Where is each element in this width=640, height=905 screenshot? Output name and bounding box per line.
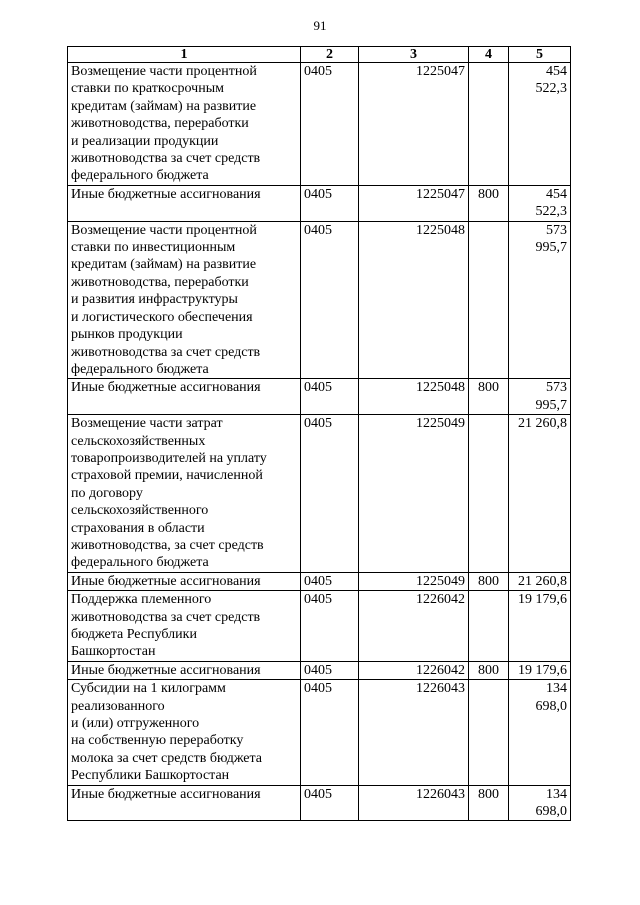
expense-name-line: Поддержка племенного (71, 592, 212, 608)
section-code-cell: 0405 (301, 591, 359, 662)
expense-name-line: животноводства за счет средств (71, 151, 261, 167)
table-row (68, 572, 571, 590)
section-code-cell: 0405 (301, 680, 359, 785)
expense-name-cell (68, 680, 301, 785)
expense-name-line: на собственную переработку (71, 733, 244, 749)
section-code-cell: 0405 (301, 785, 359, 821)
amount-cell: 134 698,0 (509, 785, 571, 821)
expense-name-line: федерального бюджета (71, 168, 209, 184)
expense-name-line: животноводства за счет средств (71, 344, 261, 360)
expense-name-cell (68, 661, 301, 679)
page-number: 91 (313, 18, 327, 33)
expense-type-cell: 800 (469, 785, 509, 821)
expense-name-line: сельскохозяйственного (71, 503, 209, 519)
expense-name-line: по договору (71, 485, 143, 501)
expense-name-line: федерального бюджета (71, 361, 209, 377)
expense-name-line: кредитам (займам) на развитие (71, 98, 257, 114)
expense-name-line: и развития инфраструктуры (71, 292, 238, 308)
expense-name-line: ставки по инвестиционным (71, 240, 236, 256)
column-header-4: 4 (469, 47, 509, 63)
expense-name-line: кредитам (займам) на развитие (71, 257, 257, 273)
expense-name-line: Субсидии на 1 килограмм (71, 681, 226, 697)
target-code-cell: 1225048 (359, 221, 469, 379)
table-body (68, 63, 571, 821)
expense-name-line: Иные бюджетные ассигнования (71, 662, 261, 678)
expense-name-cell (68, 185, 301, 221)
expense-name-line: животноводства, переработки (71, 116, 249, 132)
expense-type-cell: 800 (469, 379, 509, 415)
expense-name-line: Возмещение части процентной (71, 64, 257, 79)
target-code-cell: 1226042 (359, 661, 469, 679)
expense-name-line: рынков продукции (71, 327, 183, 343)
amount-cell: 573 995,7 (509, 221, 571, 379)
target-code-cell: 1225049 (359, 415, 469, 573)
section-code-cell: 0405 (301, 185, 359, 221)
expense-name-cell (68, 63, 301, 186)
expense-name-line: животноводства, за счет средств (71, 537, 264, 553)
section-code-cell: 0405 (301, 221, 359, 379)
expense-name-line: и реализации продукции (71, 133, 219, 149)
expense-name-line: бюджета Республики (71, 627, 197, 642)
expense-name-cell (68, 415, 301, 573)
table-row (68, 379, 571, 415)
expense-name-line: Башкортостан (71, 644, 156, 660)
expense-type-cell (469, 221, 509, 379)
column-header-2: 2 (301, 47, 359, 63)
section-code-cell: 0405 (301, 572, 359, 590)
target-code-cell: 1225048 (359, 379, 469, 415)
expense-name-line: и (или) отгруженного (71, 716, 200, 732)
table-header-row (68, 47, 571, 63)
expense-name-cell (68, 379, 301, 415)
expense-type-cell (469, 680, 509, 785)
expense-type-cell (469, 415, 509, 573)
amount-cell: 454 522,3 (509, 63, 571, 186)
amount-cell: 19 179,6 (509, 661, 571, 679)
expense-name-line: и логистического обеспечения (71, 309, 253, 325)
section-code-cell: 0405 (301, 415, 359, 573)
target-code-cell: 1225049 (359, 572, 469, 590)
expense-name-cell (68, 591, 301, 662)
column-header-1: 1 (68, 47, 301, 63)
expense-name-line: реализованного (71, 698, 165, 714)
expense-name-line: Возмещение части затрат (71, 416, 223, 432)
table-row (68, 63, 571, 186)
target-code-cell: 1226042 (359, 591, 469, 662)
table-row (68, 661, 571, 679)
expense-name-line: Возмещение части процентной (71, 222, 257, 238)
target-code-cell: 1225047 (359, 185, 469, 221)
table-row (68, 415, 571, 573)
expense-type-cell: 800 (469, 661, 509, 679)
target-code-cell: 1225047 (359, 63, 469, 186)
expense-name-cell (68, 572, 301, 590)
expense-type-cell (469, 591, 509, 662)
table-row (68, 185, 571, 221)
target-code-cell: 1226043 (359, 785, 469, 821)
table-row (68, 221, 571, 379)
expense-name-line: страхования в области (71, 520, 205, 536)
budget-table (67, 46, 571, 821)
expense-name-line: Иные бюджетные ассигнования (71, 786, 261, 802)
expense-name-line: Иные бюджетные ассигнования (71, 186, 261, 202)
expense-name-cell (68, 221, 301, 379)
expense-name-line: Иные бюджетные ассигнования (71, 380, 261, 396)
column-header-5: 5 (509, 47, 571, 63)
table-row (68, 591, 571, 662)
amount-cell: 573 995,7 (509, 379, 571, 415)
column-header-3: 3 (359, 47, 469, 63)
expense-name-line: сельскохозяйственных (71, 433, 206, 449)
section-code-cell: 0405 (301, 661, 359, 679)
expense-name-line: молока за счет средств бюджета (71, 750, 263, 766)
expense-type-cell: 800 (469, 572, 509, 590)
table-row (68, 785, 571, 821)
expense-name-line: Иные бюджетные ассигнования (71, 573, 261, 589)
section-code-cell: 0405 (301, 63, 359, 186)
expense-name-line: ставки по краткосрочным (71, 81, 224, 97)
amount-cell: 19 179,6 (509, 591, 571, 662)
expense-type-cell (469, 63, 509, 186)
amount-cell: 454 522,3 (509, 185, 571, 221)
expense-name-line: страховой премии, начисленной (71, 468, 263, 484)
target-code-cell: 1226043 (359, 680, 469, 785)
expense-name-line: животноводства за счет средств (71, 609, 261, 625)
amount-cell: 21 260,8 (509, 572, 571, 590)
expense-name-cell (68, 785, 301, 821)
amount-cell: 134 698,0 (509, 680, 571, 785)
expense-type-cell: 800 (469, 185, 509, 221)
expense-name-line: Республики Башкортостан (71, 768, 230, 784)
amount-cell: 21 260,8 (509, 415, 571, 573)
expense-name-line: товаропроизводителей на уплату (71, 450, 267, 466)
section-code-cell: 0405 (301, 379, 359, 415)
expense-name-line: животноводства, переработки (71, 274, 249, 290)
expense-name-line: федерального бюджета (71, 555, 209, 571)
table-row (68, 680, 571, 785)
